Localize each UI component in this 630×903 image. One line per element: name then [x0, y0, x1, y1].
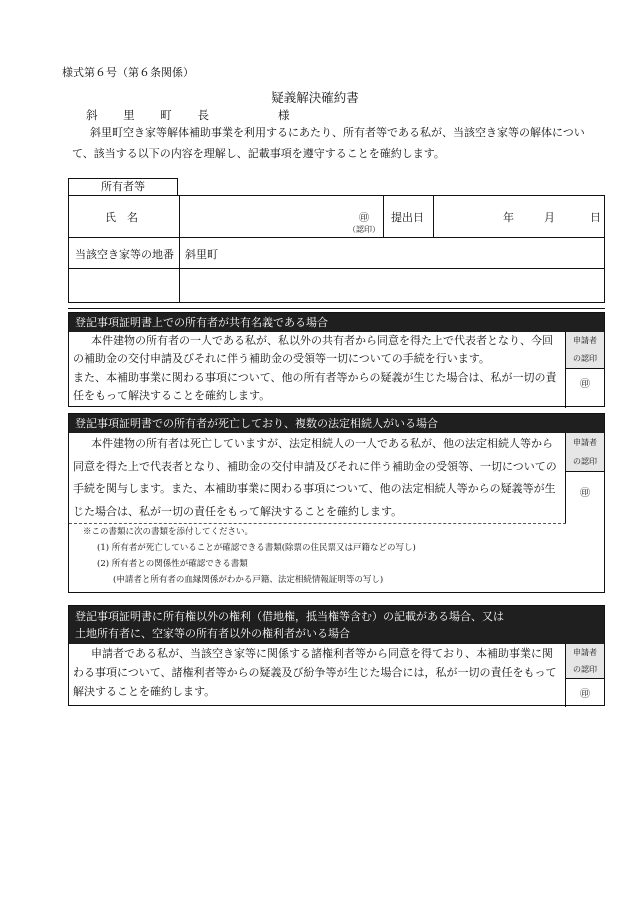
separator — [68, 308, 605, 309]
section-co-ownership — [68, 312, 605, 407]
seal-mark: ㊞ — [580, 379, 590, 390]
owner-table-tab: 所有者等 — [68, 178, 178, 195]
month-label: 月 — [544, 211, 555, 224]
divider — [69, 237, 604, 238]
seal-mark: ㊞ — [580, 488, 590, 499]
addressee — [86, 107, 289, 123]
owner-table — [68, 195, 605, 303]
section-paragraph: 本件建物の所有者の一人である私が、私以外の共有者から同意を得た上で代表者となり、今回の補助金の交付申請及びそれに伴う補助金の受領等一切についての手続を行います。 — [73, 334, 553, 365]
seal-label: 申請者 の認印 — [566, 332, 604, 369]
submit-date-label: 提出日 — [391, 211, 424, 224]
day-label: 日 — [590, 211, 601, 224]
address-value[interactable]: 斜里町 — [185, 248, 218, 261]
section-heading: 登記事項証明書に所有権以外の権利（借地権，抵当権等含む）の記載がある場合、又は 土地所有者に、空家等の所有者以外の権利者がいる場合 — [69, 606, 604, 644]
note-item: (申請者と所有者の血縁関係がわかる戸籍、法定相続情報証明等の写し) — [113, 575, 384, 585]
divider — [383, 196, 384, 237]
note-item: (1) 所有者が死亡していることが確認できる書類(除票の住民票又は戸籍などの写し) — [97, 543, 416, 553]
attachment-notes — [83, 524, 416, 588]
note-item: (2) 所有者との関係性が確認できる書類 — [97, 559, 248, 569]
section-body — [69, 644, 604, 707]
divider — [179, 196, 180, 303]
addressee-suffix: 様 — [277, 108, 290, 122]
document-title: 疑義解決確約書 — [271, 90, 359, 105]
seal-mark: ㊞ — [359, 213, 369, 224]
section-body — [69, 433, 604, 594]
applicant-seal-box[interactable] — [565, 644, 604, 707]
divider — [69, 268, 604, 269]
seal-note: （認印） — [348, 225, 380, 234]
divider — [433, 196, 434, 237]
section-heading: 登記事項証明書上での所有者が共有名義である場合 — [69, 313, 604, 332]
section-body — [69, 332, 604, 408]
section-paragraph: また、本補助事業に関わる事項について、他の所有者等からの疑義が生じた場合は、私が一切の責任をもって解決することを確約します。 — [73, 371, 557, 402]
form-number: 様式第６号（第６条関係） — [62, 66, 194, 79]
section-deceased-owner — [68, 413, 605, 593]
section-heading: 登記事項証明書での所有者が死亡しており、複数の法定相続人がいる場合 — [69, 414, 604, 433]
address-label: 当該空き家等の地番 — [75, 248, 174, 261]
section-paragraph: 申請者である私が、当該空き家等に関係する諸権利者等から同意を得ており、本補助事業に関わる事項について、諸権利者等からの疑義及び紛争等が生じた場合には，私が一切の責任をもって解決することを確約します。 — [73, 647, 557, 698]
section-other-rights — [68, 605, 605, 706]
note-intro: ※この書類に次の書類を添付してください。 — [83, 527, 254, 537]
year-label: 年 — [503, 211, 514, 224]
seal-label: 申請者 の認印 — [566, 433, 604, 472]
applicant-seal-box[interactable] — [565, 332, 604, 408]
intro-paragraph: 斜里町空き家等解体補助事業を利用するにあたり、所有者等である私が、当該空き家等の解体について、該当する以下の内容を理解し、記載事項を遵守することを確約します。 — [72, 126, 585, 160]
seal-label: 申請者 の認印 — [566, 644, 604, 679]
section-paragraph: 本件建物の所有者は死亡していますが、法定相続人の一人である私が、他の法定相続人等から同意を得た上で代表者となり、補助金の交付申請及びそれに伴う補助金の受領等、一切についての手続を関与します。また、本補助事業に関わる事項について、他の法定相続人等からの疑義等が生じた場合は、私が一切の責任をもって解決することを確約します。 — [73, 437, 557, 518]
applicant-seal-box[interactable] — [565, 433, 604, 523]
seal-mark: ㊞ — [580, 689, 590, 700]
addressee-name: 斜 里 町 長 — [86, 108, 220, 122]
name-label: 氏 名 — [105, 211, 138, 224]
